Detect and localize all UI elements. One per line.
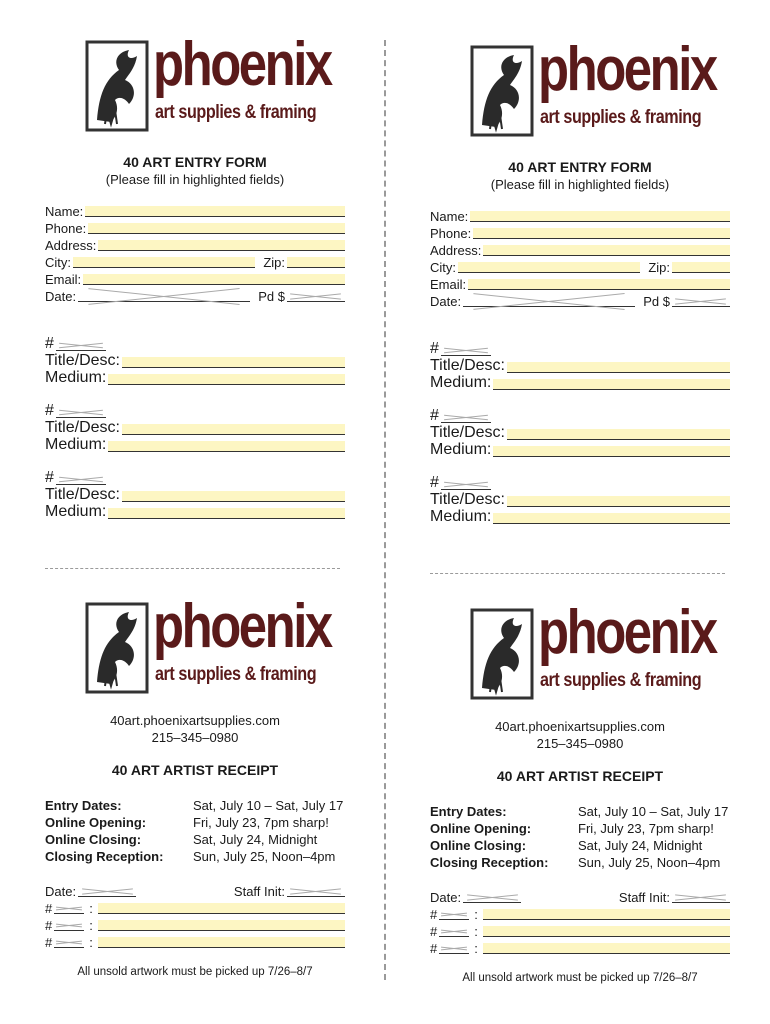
date-label: Date: (430, 294, 462, 309)
date-field-staff (78, 291, 250, 302)
entry-number-label: # (45, 469, 54, 486)
schedule-label: Online Closing: (45, 832, 142, 847)
schedule-label: Online Opening: (430, 821, 532, 836)
schedule-value: Sat, July 10 – Sat, July 17 (193, 798, 344, 813)
zip-label: Zip: (648, 260, 670, 275)
city-label: City: (45, 255, 71, 270)
phone-label: Phone: (45, 221, 87, 236)
receipt-number-label: # (430, 907, 438, 922)
medium-field[interactable] (108, 441, 345, 452)
schedule-value: Sat, July 24, Midnight (193, 832, 318, 847)
colon: : (474, 941, 478, 956)
phoenix-bird-icon (85, 40, 149, 132)
colon: : (89, 918, 93, 933)
receipt-number-staff (54, 937, 84, 948)
email-field[interactable] (468, 279, 730, 290)
receipt-number-label: # (430, 941, 438, 956)
address-field[interactable] (483, 245, 730, 256)
title-desc-label: Title/Desc: (45, 352, 120, 369)
receipt-number-staff (439, 943, 469, 954)
artwork-entries (430, 341, 730, 526)
brand-tagline: art supplies & framing (540, 107, 702, 128)
name-label: Name: (45, 204, 84, 219)
title-desc-field[interactable] (122, 357, 345, 368)
title-desc-field[interactable] (122, 491, 345, 502)
phone-label: Phone: (430, 226, 472, 241)
name-field[interactable] (85, 206, 345, 217)
zip-label: Zip: (263, 255, 285, 270)
phoenix-bird-icon (470, 45, 534, 137)
date-label: Date: (45, 289, 77, 304)
entry-number-staff (56, 474, 106, 485)
receipt-date-label: Date: (430, 890, 462, 905)
address-field[interactable] (98, 240, 345, 251)
phone-field[interactable] (88, 223, 345, 234)
contact-info (430, 718, 730, 752)
receipt-right (430, 598, 730, 984)
receipt-number-staff (54, 903, 84, 914)
entry-number-label: # (45, 335, 54, 352)
city-label: City: (430, 260, 456, 275)
form-title: 40 ART ENTRY FORM (123, 154, 267, 170)
paid-label: Pd $ (643, 294, 670, 309)
schedule-label: Entry Dates: (45, 798, 122, 813)
contact-info (45, 712, 345, 746)
colon: : (474, 907, 478, 922)
email-field[interactable] (83, 274, 345, 285)
entry-number-label: # (430, 407, 439, 424)
receipt-date-staff (463, 892, 521, 903)
phoenix-logo (470, 598, 716, 704)
phone-text: 215–345–0980 (536, 736, 624, 751)
phone-text: 215–345–0980 (151, 730, 239, 745)
artwork-entries (45, 336, 345, 521)
brand-tagline: art supplies & framing (155, 102, 317, 123)
name-label: Name: (430, 209, 469, 224)
medium-label: Medium: (430, 441, 492, 458)
receipt-number-label: # (430, 924, 438, 939)
receipt-title: 40 ART ARTIST RECEIPT (111, 762, 279, 778)
title-desc-field[interactable] (507, 496, 730, 507)
medium-label: Medium: (45, 369, 107, 386)
receipt-artwork-field[interactable] (98, 920, 345, 931)
schedule-label: Online Opening: (45, 815, 147, 830)
staff-init-label: Staff Init: (618, 890, 670, 905)
address-label: Address: (45, 238, 97, 253)
brand-name: phoenix (153, 30, 331, 99)
receipt-title: 40 ART ARTIST RECEIPT (496, 768, 664, 784)
receipt-number-label: # (45, 918, 53, 933)
brand-name: phoenix (538, 598, 716, 667)
receipt-left (45, 592, 345, 978)
entry-form-left (45, 30, 345, 521)
paid-label: Pd $ (258, 289, 285, 304)
contact-fields (45, 202, 345, 304)
paid-field-staff (672, 296, 730, 307)
phone-field[interactable] (473, 228, 730, 239)
receipt-artwork-field[interactable] (98, 937, 345, 948)
email-label: Email: (45, 272, 82, 287)
receipt-artwork-field[interactable] (98, 903, 345, 914)
city-field[interactable] (73, 257, 255, 268)
paid-field-staff (287, 291, 345, 302)
receipt-fields (430, 888, 730, 956)
phoenix-bird-icon (470, 608, 534, 700)
staff-init-field (287, 886, 345, 897)
phoenix-logo (470, 35, 716, 141)
entry-number-label: # (430, 340, 439, 357)
receipt-date-label: Date: (45, 884, 77, 899)
medium-label: Medium: (430, 508, 492, 525)
medium-label: Medium: (45, 436, 107, 453)
medium-label: Medium: (45, 503, 107, 520)
staff-init-label: Staff Init: (233, 884, 285, 899)
entry-number-label: # (430, 474, 439, 491)
schedule-label: Entry Dates: (430, 804, 507, 819)
brand-tagline: art supplies & framing (540, 670, 702, 691)
medium-field[interactable] (493, 379, 730, 390)
title-desc-field[interactable] (507, 362, 730, 373)
entry-number-staff (441, 412, 491, 423)
schedule (45, 798, 345, 866)
receipt-fields (45, 882, 345, 950)
schedule-value: Sun, July 25, Noon–4pm (193, 849, 336, 864)
address-label: Address: (430, 243, 482, 258)
receipt-artwork-field[interactable] (483, 943, 730, 954)
entry-number-staff (56, 340, 106, 351)
artwork-entry (45, 403, 345, 454)
receipt-number-staff (439, 926, 469, 937)
schedule-value: Fri, July 23, 7pm sharp! (193, 815, 329, 830)
horizontal-cut-line-right (430, 573, 725, 574)
brand-name: phoenix (538, 35, 716, 104)
receipt-number-label: # (45, 935, 53, 950)
receipt-artwork-field[interactable] (483, 926, 730, 937)
colon: : (89, 901, 93, 916)
entry-form-right (430, 35, 730, 526)
phoenix-logo (85, 30, 331, 136)
schedule-label: Online Closing: (430, 838, 527, 853)
schedule-label: Closing Reception: (45, 849, 164, 864)
schedule-value: Sun, July 25, Noon–4pm (578, 855, 721, 870)
title-desc-label: Title/Desc: (45, 419, 120, 436)
receipt-number-staff (54, 920, 84, 931)
artwork-entry (45, 470, 345, 521)
contact-fields (430, 207, 730, 309)
entry-number-staff (56, 407, 106, 418)
medium-field[interactable] (493, 513, 730, 524)
schedule-label: Closing Reception: (430, 855, 549, 870)
pickup-note: All unsold artwork must be picked up 7/26–8/7 (462, 972, 698, 984)
vertical-cut-line (384, 40, 386, 980)
receipt-number-staff (439, 909, 469, 920)
colon: : (89, 935, 93, 950)
website-text: 40art.phoenixartsupplies.com (495, 719, 665, 734)
form-subtitle: (Please fill in highlighted fields) (490, 177, 670, 192)
artwork-entry (430, 408, 730, 459)
title-desc-field[interactable] (507, 429, 730, 440)
colon: : (474, 924, 478, 939)
email-label: Email: (430, 277, 467, 292)
title-desc-field[interactable] (122, 424, 345, 435)
zip-field[interactable] (287, 257, 345, 268)
title-desc-label: Title/Desc: (430, 424, 505, 441)
zip-field[interactable] (672, 262, 730, 273)
pickup-note: All unsold artwork must be picked up 7/26–8/7 (77, 966, 313, 978)
artwork-entry (430, 475, 730, 526)
medium-field[interactable] (493, 446, 730, 457)
medium-field[interactable] (108, 508, 345, 519)
medium-field[interactable] (108, 374, 345, 385)
website-text: 40art.phoenixartsupplies.com (110, 713, 280, 728)
artwork-entry (45, 336, 345, 387)
staff-init-field (672, 892, 730, 903)
entry-number-label: # (45, 402, 54, 419)
entry-number-staff (441, 345, 491, 356)
receipt-number-label: # (45, 901, 53, 916)
title-desc-label: Title/Desc: (430, 491, 505, 508)
entry-number-staff (441, 479, 491, 490)
brand-tagline: art supplies & framing (155, 664, 317, 685)
schedule-value: Fri, July 23, 7pm sharp! (578, 821, 714, 836)
phoenix-logo (85, 592, 331, 698)
form-title: 40 ART ENTRY FORM (508, 159, 652, 175)
schedule-value: Sat, July 10 – Sat, July 17 (578, 804, 729, 819)
title-desc-label: Title/Desc: (45, 486, 120, 503)
schedule-value: Sat, July 24, Midnight (578, 838, 703, 853)
schedule (430, 804, 730, 872)
form-subtitle: (Please fill in highlighted fields) (105, 172, 285, 187)
date-field-staff (463, 296, 635, 307)
medium-label: Medium: (430, 374, 492, 391)
receipt-date-staff (78, 886, 136, 897)
receipt-artwork-field[interactable] (483, 909, 730, 920)
phoenix-bird-icon (85, 602, 149, 694)
name-field[interactable] (470, 211, 730, 222)
brand-name: phoenix (153, 592, 331, 661)
artwork-entry (430, 341, 730, 392)
title-desc-label: Title/Desc: (430, 357, 505, 374)
horizontal-cut-line-left (45, 568, 340, 569)
city-field[interactable] (458, 262, 640, 273)
